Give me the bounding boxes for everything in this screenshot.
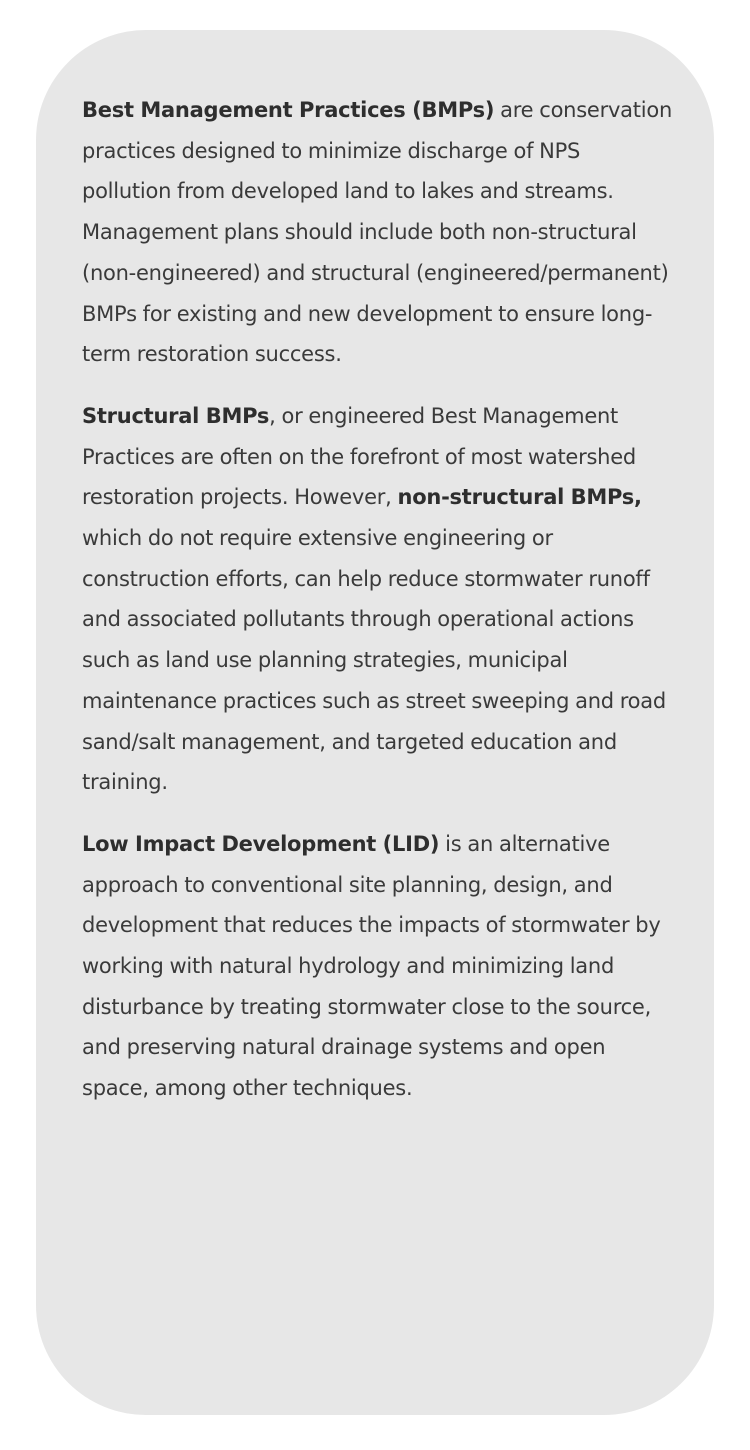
- text-non-structural-bmps-definition: which do not require extensive engineering or construction efforts, can help reduce stormwater runoff and associated pollutants through operational actions such as land use planning strategies, municipal maintenance practices such as street sweeping and road sand/salt management, and targeted education and training.: [82, 526, 666, 795]
- paragraph-structural-bmps: [82, 396, 674, 803]
- term-bmps: Best Management Practices (BMPs): [82, 98, 495, 122]
- term-structural-bmps: Structural BMPs: [82, 403, 270, 428]
- paragraph-lid: [82, 824, 674, 1109]
- info-card: [36, 30, 714, 1415]
- text-bmps-definition: are conservation practices designed to minimize discharge of NPS pollution from developed land to lakes and streams. Management plans should include both non-structural (non-engineered) and structural (engineered/permanent) BMPs for existing and new development to ensure long-term restoration success.: [82, 98, 673, 367]
- term-lid: Low Impact Development (LID): [82, 831, 440, 856]
- term-non-structural-bmps: non-structural BMPs,: [397, 485, 642, 510]
- paragraph-bmps: [82, 90, 674, 375]
- text-structural-bmps-intro: , or engineered Best Management Practices are often on the forefront of most watershed restoration projects. However,: [82, 403, 636, 510]
- text-lid-definition: is an alternative approach to conventional site planning, design, and development that reduces the impacts of stormwater by working with natural hydrology and minimizing land disturbance by treating stormwater close to the source, and preserving natural drainage systems and open space, among other techniques.: [82, 831, 661, 1101]
